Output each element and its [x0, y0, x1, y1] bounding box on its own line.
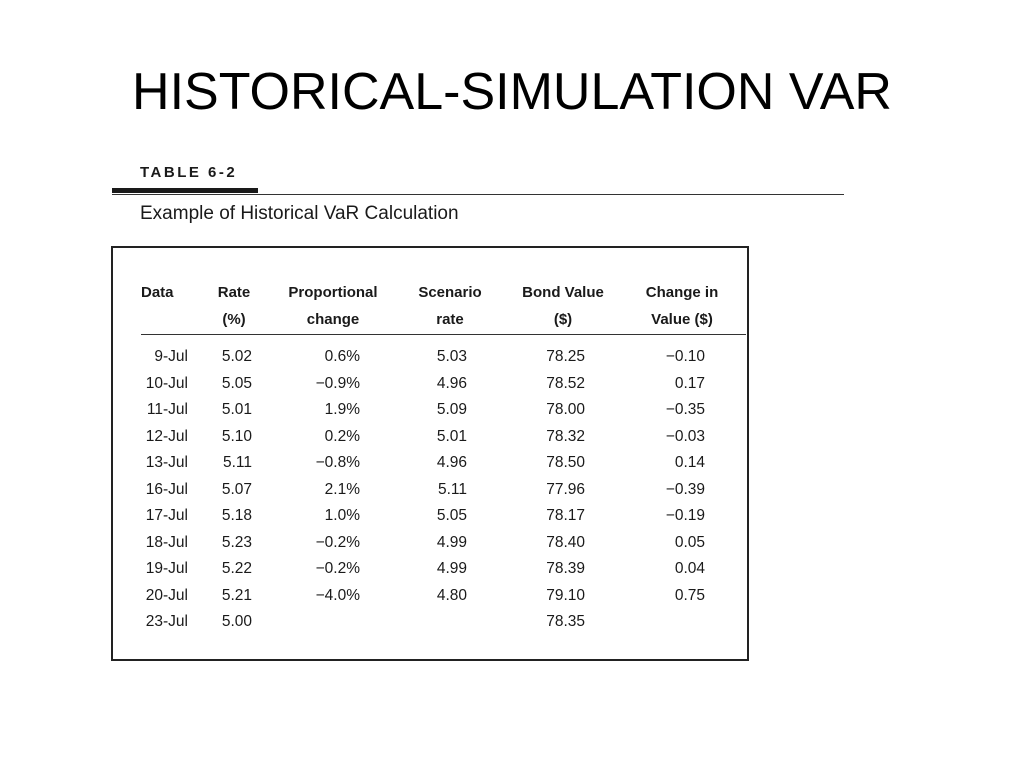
cell-change-in-value: −0.03	[665, 427, 705, 445]
cell-date: 12-Jul	[145, 427, 188, 445]
header-data	[141, 279, 201, 306]
cell-proportional-change: −0.2%	[315, 560, 360, 577]
header-underline	[141, 334, 746, 335]
cell-rate: 5.05	[221, 374, 252, 392]
cell-bond-value: 78.00	[546, 401, 585, 418]
cell-date: 18-Jul	[145, 533, 188, 551]
cell-bond-value: 79.10	[546, 586, 585, 604]
cell-scenario-rate: 5.05	[436, 507, 467, 524]
table-caption: Example of Historical VaR Calculation	[140, 203, 459, 224]
cell-bond-value: 78.32	[546, 427, 585, 445]
table-row	[0, 503, 1024, 530]
cell-scenario-rate: 4.80	[436, 586, 467, 604]
cell-proportional-change: 0.2%	[324, 427, 360, 445]
cell-change-in-value: 0.75	[674, 586, 705, 604]
header-change-in-value-line1: Change in	[645, 284, 719, 301]
header-change-in-value	[628, 279, 736, 333]
cell-date: 17-Jul	[145, 507, 188, 524]
cell-scenario-rate: 5.01	[436, 427, 467, 445]
header-bond-value-line1: Bond Value	[522, 284, 604, 301]
table-label-underline	[112, 188, 258, 193]
cell-rate: 5.02	[221, 348, 252, 365]
cell-scenario-rate: 5.03	[436, 348, 467, 365]
cell-rate: 5.07	[221, 480, 252, 498]
cell-proportional-change: 1.9%	[324, 401, 360, 418]
cell-proportional-change: −0.2%	[315, 533, 360, 551]
cell-proportional-change: 1.0%	[324, 507, 360, 524]
table-row	[0, 556, 1024, 583]
cell-change-in-value: −0.39	[665, 480, 705, 498]
cell-proportional-change: 0.6%	[324, 348, 360, 365]
cell-rate: 5.01	[221, 401, 252, 418]
cell-rate: 5.00	[221, 613, 252, 630]
header-data-line1: Data	[141, 284, 174, 301]
cell-date: 9-Jul	[154, 348, 188, 365]
table-row	[0, 371, 1024, 398]
header-rate-line1: Rate	[217, 284, 251, 301]
cell-scenario-rate: 5.09	[436, 401, 467, 418]
table-row	[0, 450, 1024, 477]
slide-title: HISTORICAL-SIMULATION VAR	[132, 63, 892, 121]
cell-date: 16-Jul	[145, 480, 188, 498]
cell-change-in-value: 0.14	[674, 454, 705, 471]
cell-date: 10-Jul	[145, 374, 188, 392]
cell-rate: 5.22	[221, 560, 252, 577]
cell-bond-value: 78.17	[546, 507, 585, 524]
cell-proportional-change: −4.0%	[315, 586, 360, 604]
cell-change-in-value: −0.10	[665, 348, 705, 365]
cell-change-in-value: −0.19	[665, 507, 705, 524]
header-scenario-rate	[404, 279, 496, 333]
cell-rate: 5.10	[221, 427, 252, 445]
table-divider-rule	[112, 194, 844, 195]
cell-bond-value: 78.50	[546, 454, 585, 471]
table-row	[0, 583, 1024, 610]
table-number-label: TABLE 6-2	[140, 164, 238, 181]
cell-bond-value: 78.40	[546, 533, 585, 551]
cell-date: 19-Jul	[145, 560, 188, 577]
cell-change-in-value: 0.04	[674, 560, 705, 577]
cell-bond-value: 78.25	[546, 348, 585, 365]
header-bond-value	[504, 279, 622, 333]
cell-rate: 5.21	[221, 586, 252, 604]
cell-rate: 5.18	[221, 507, 252, 524]
cell-proportional-change: 2.1%	[324, 480, 360, 498]
header-scenario-rate-line2: rate	[436, 311, 464, 328]
table-body	[0, 344, 1024, 636]
table-row	[0, 397, 1024, 424]
cell-scenario-rate: 4.96	[436, 454, 467, 471]
table-row	[0, 530, 1024, 557]
header-change-in-value-line2: Value ($)	[651, 311, 713, 328]
cell-rate: 5.11	[222, 454, 252, 471]
header-scenario-rate-line1: Scenario	[418, 284, 482, 301]
table-row	[0, 477, 1024, 504]
table-row	[0, 424, 1024, 451]
cell-scenario-rate: 4.96	[436, 374, 467, 392]
cell-bond-value: 78.39	[546, 560, 585, 577]
cell-date: 20-Jul	[145, 586, 188, 604]
cell-scenario-rate: 4.99	[436, 533, 467, 551]
cell-proportional-change: −0.8%	[315, 454, 360, 471]
cell-date: 13-Jul	[145, 454, 188, 471]
cell-scenario-rate: 4.99	[436, 560, 467, 577]
cell-scenario-rate: 5.11	[437, 480, 467, 498]
cell-bond-value: 77.96	[546, 480, 585, 498]
cell-bond-value: 78.35	[546, 613, 585, 630]
header-proportional-change-line2: change	[306, 311, 360, 328]
cell-change-in-value: 0.17	[674, 374, 705, 392]
header-proportional-change-line1: Proportional	[288, 284, 378, 301]
header-rate	[208, 279, 260, 333]
cell-rate: 5.23	[221, 533, 252, 551]
header-proportional-change	[272, 279, 394, 333]
cell-date: 11-Jul	[146, 401, 188, 418]
cell-change-in-value: 0.05	[674, 533, 705, 551]
cell-proportional-change: −0.9%	[315, 374, 360, 392]
header-rate-line2: (%)	[222, 311, 246, 328]
table-row	[0, 344, 1024, 371]
cell-date: 23-Jul	[145, 613, 188, 630]
cell-bond-value: 78.52	[546, 374, 585, 392]
cell-change-in-value: −0.35	[665, 401, 705, 418]
header-bond-value-line2: ($)	[553, 311, 573, 328]
table-row	[0, 609, 1024, 636]
